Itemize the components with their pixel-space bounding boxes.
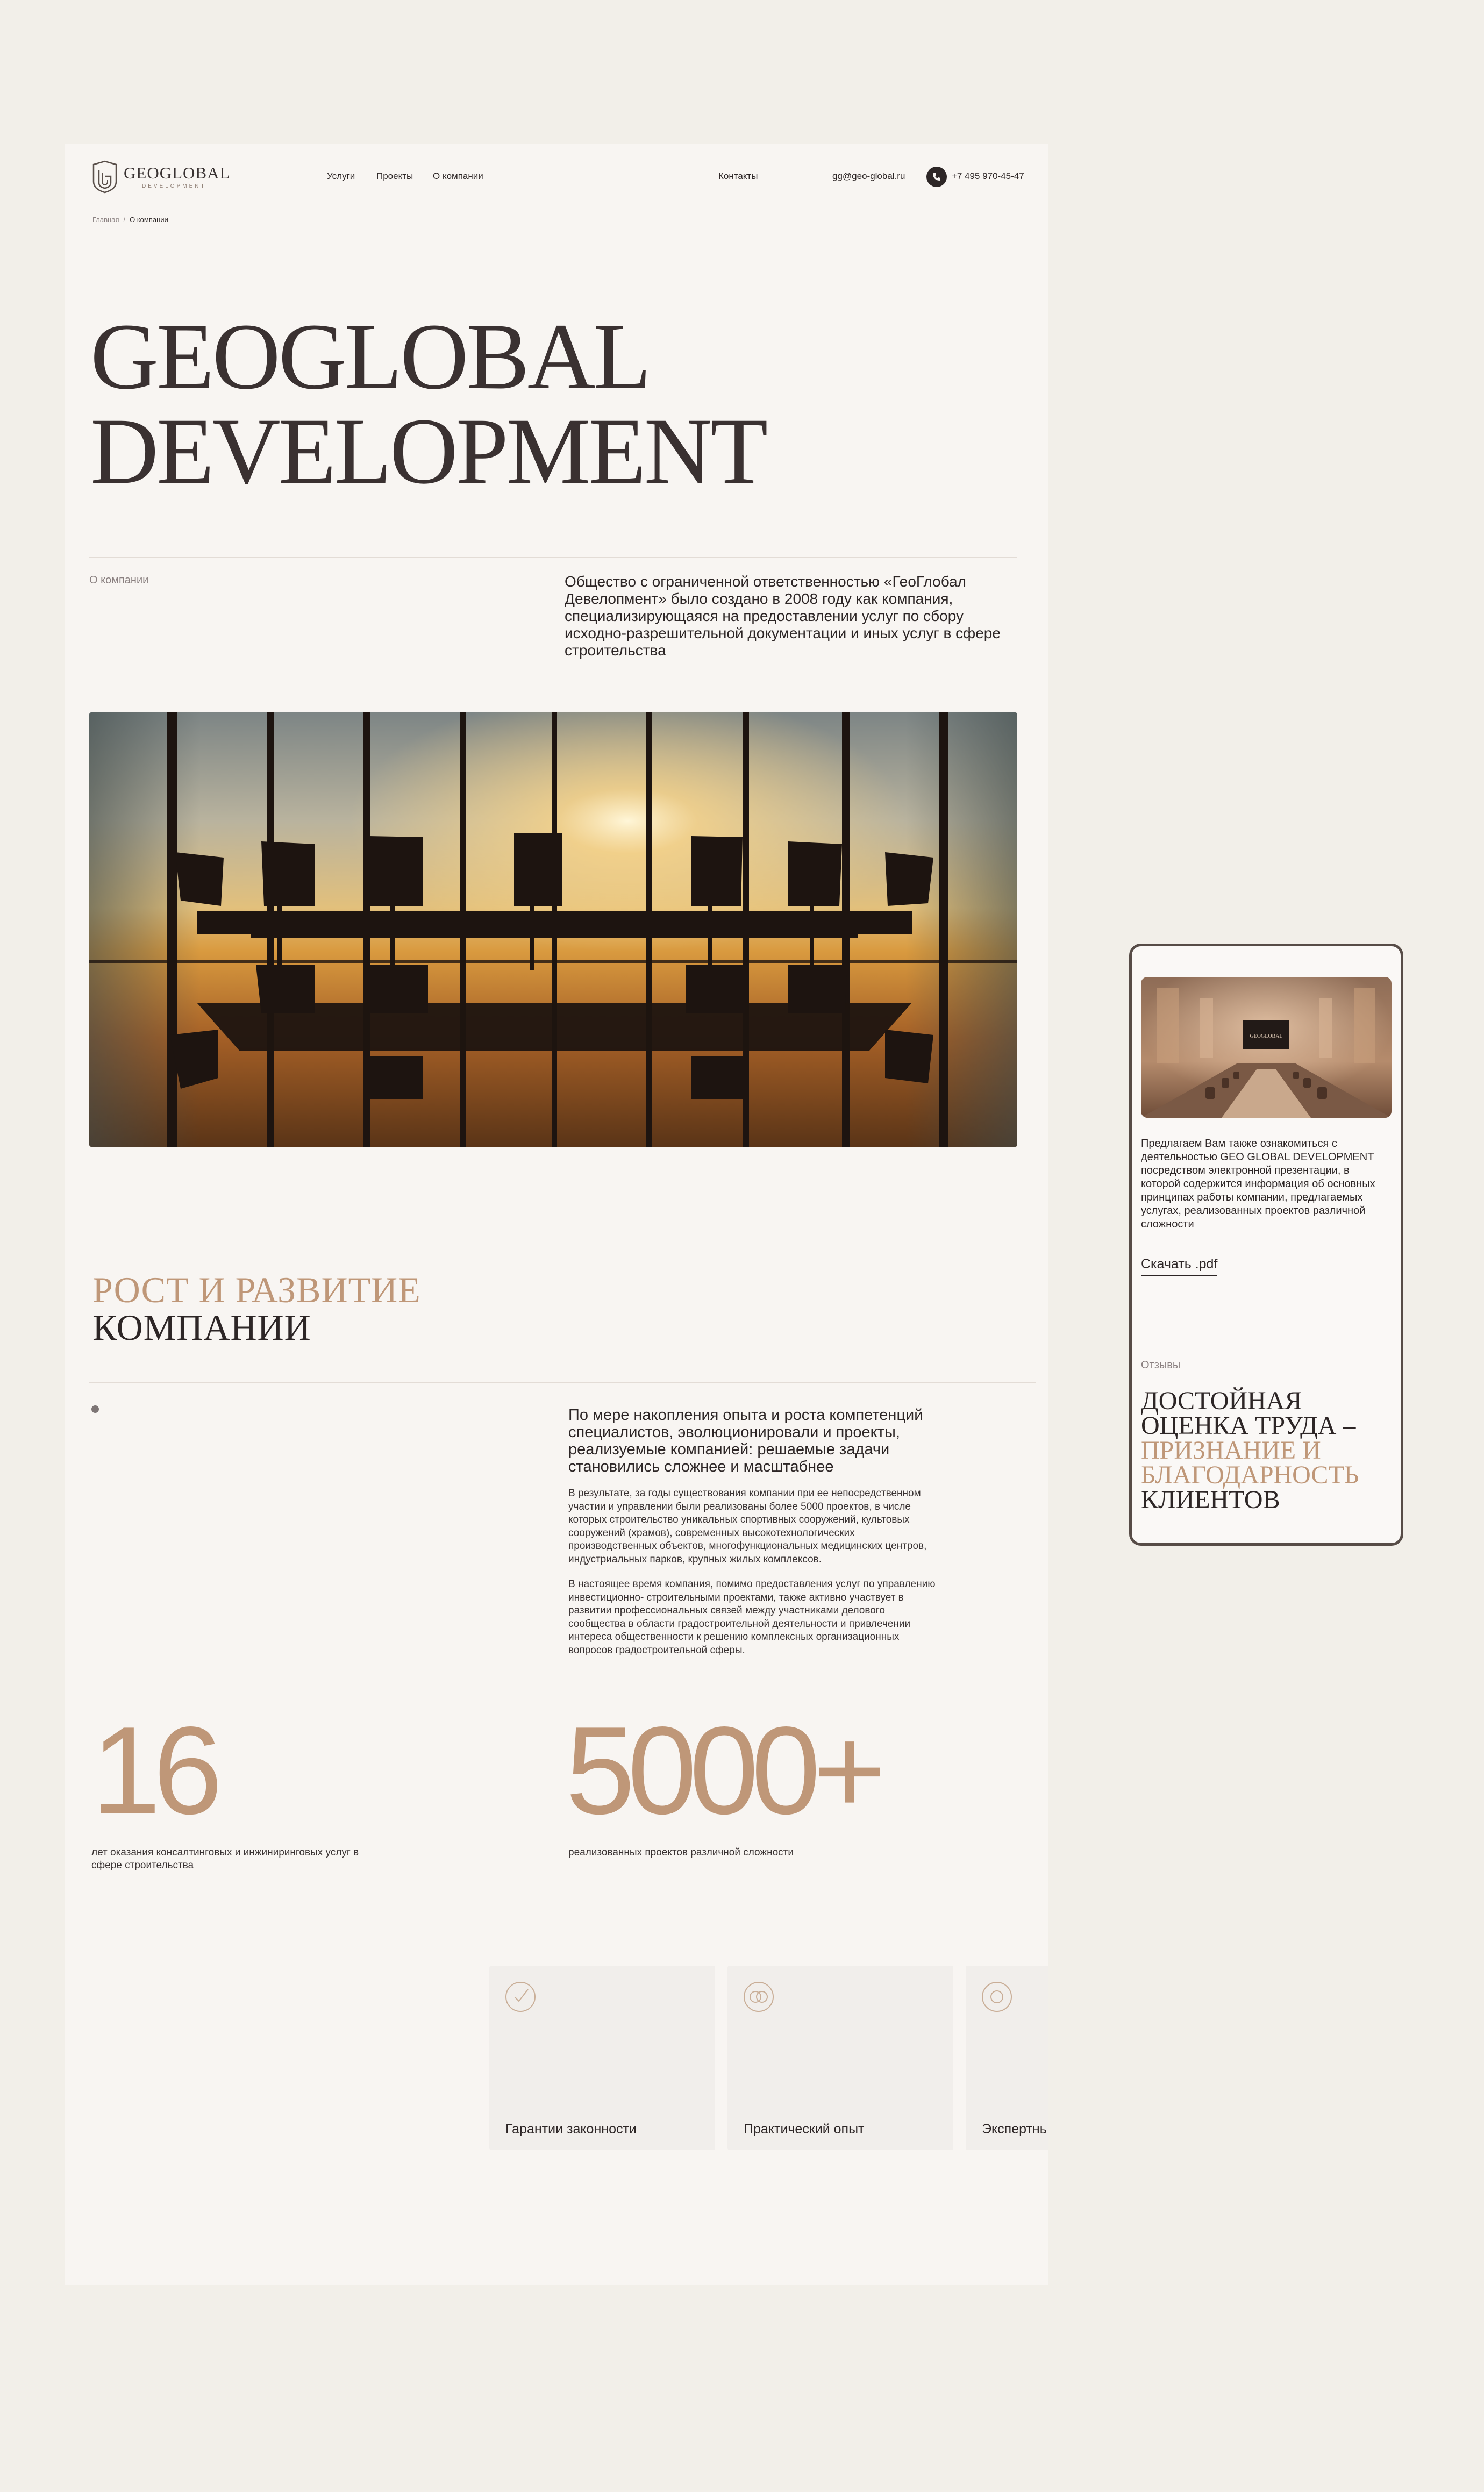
- feature-card-legality[interactable]: [489, 1966, 715, 2150]
- phone-icon[interactable]: [926, 167, 947, 187]
- growth-paragraph-1: В результате, за годы существования компании при ее непосредственном участии и управлении были реализованы более 5000 проектов, в числе которых строительство уникальных спортивных сооружений, культовых сооружений (храмов), современных высокотехнологических производственных объектов, многофункциональных медицинских центров, индустриальных парков, крупных жилых комплексов.: [568, 1488, 927, 1565]
- divider: [89, 557, 1017, 558]
- about-label: О компании: [89, 574, 149, 586]
- growth-title: [92, 1271, 421, 1346]
- logo-mark-icon: [91, 160, 118, 194]
- reviews-label: Отзывы: [1141, 1359, 1181, 1371]
- feature-card-label: Экспертнь: [982, 2122, 1047, 2137]
- page-title: [90, 304, 766, 504]
- logo-subtitle: DEVELOPMENT: [142, 183, 206, 189]
- breadcrumb-separator: /: [123, 216, 126, 224]
- target-icon: [981, 1981, 1013, 2013]
- nav-link-projects[interactable]: Проекты: [376, 171, 413, 181]
- nav-link-about[interactable]: О компании: [433, 171, 483, 181]
- growth-paragraph-2: В настоящее время компания, помимо предоставления услуг по управлению инвестиционно- строительными проектами, также активно участвует в развитии профессиональных связей между участниками делового сообщества в области градостроительной деятельности и привлечении интереса общественности к решению комплексных организационных вопросов градостроительной сферы.: [568, 1579, 936, 1656]
- breadcrumb: [92, 216, 168, 224]
- divider: [89, 1382, 1036, 1383]
- stat-years-value: 16: [91, 1701, 216, 1840]
- desktop-page: [65, 144, 1048, 2285]
- stat-projects-value: 5000+: [566, 1701, 879, 1840]
- feature-card-label: Гарантии законности: [505, 2122, 637, 2137]
- logo-name: GEOGLOBAL: [124, 163, 231, 182]
- mobile-preview-frame: [1129, 944, 1403, 1546]
- logo[interactable]: [91, 160, 230, 194]
- page-title-line2: DEVELOPMENT: [90, 399, 766, 504]
- feature-card-label: Практический опыт: [744, 2122, 865, 2137]
- presentation-text: Предлагаем Вам также ознакомиться с деятельностью GEO GLOBAL DEVELOPMENT посредством электронной презентации, в которой содержится информация об основных принципах работы компании, предлагаемых услугах, реализованных проектов различной сложности: [1141, 1138, 1375, 1230]
- breadcrumb-home[interactable]: Главная: [92, 216, 119, 224]
- page-title-line1: GEOGLOBAL: [90, 304, 650, 409]
- stat-projects-label: реализованных проектов различной сложности: [568, 1847, 794, 1858]
- rings-icon: [743, 1981, 775, 2013]
- nav-link-services[interactable]: Услуги: [327, 171, 355, 181]
- growth-lead-text: По мере накопления опыта и роста компетенций специалистов, эволюционировали и проекты, реализуемые компанией: решаемые задачи становились сложнее и масштабнее: [568, 1406, 923, 1475]
- growth-title-accent: РОСТ И РАЗВИТИЕ: [92, 1269, 421, 1310]
- feature-card-expertise[interactable]: [966, 1966, 1048, 2150]
- breadcrumb-current: О компании: [130, 216, 168, 224]
- boardroom-photo: [1141, 977, 1392, 1118]
- growth-title-dark: КОМПАНИИ: [92, 1307, 311, 1348]
- screen-logo-text: GEOGLOBAL: [1250, 1033, 1283, 1039]
- nav-link-contacts[interactable]: Контакты: [718, 171, 758, 181]
- bullet-dot: [91, 1405, 99, 1413]
- reviews-title-accent: ПРИЗНАНИЕ И БЛАГОДАРНОСТЬ: [1141, 1436, 1359, 1489]
- stat-years-label: лет оказания консалтинговых и инжиниринговых услуг в сфере строительства: [91, 1847, 359, 1871]
- reviews-title: [1141, 1389, 1399, 1512]
- download-pdf-link[interactable]: Скачать .pdf: [1141, 1256, 1217, 1276]
- feature-card-experience[interactable]: [727, 1966, 953, 2150]
- phone-link[interactable]: +7 495 970-45-47: [952, 171, 1024, 181]
- check-circle-icon: [504, 1981, 537, 2013]
- phone-handset-icon: [932, 172, 941, 182]
- email-link[interactable]: gg@geo-global.ru: [832, 171, 905, 181]
- conference-room-photo: [89, 712, 1017, 1147]
- reviews-title-dark-2: КЛИЕНТОВ: [1141, 1486, 1280, 1514]
- reviews-title-dark-1: ДОСТОЙНАЯ ОЦЕНКА ТРУДА –: [1141, 1387, 1356, 1440]
- about-text: Общество с ограниченной ответственностью «ГеоГлобал Девелопмент» было создано в 2008 году как компания, специализирующаяся на предоставлении услуг по сбору исходно-разрешительной документации и иных услуг в сфере строительства: [565, 573, 1001, 659]
